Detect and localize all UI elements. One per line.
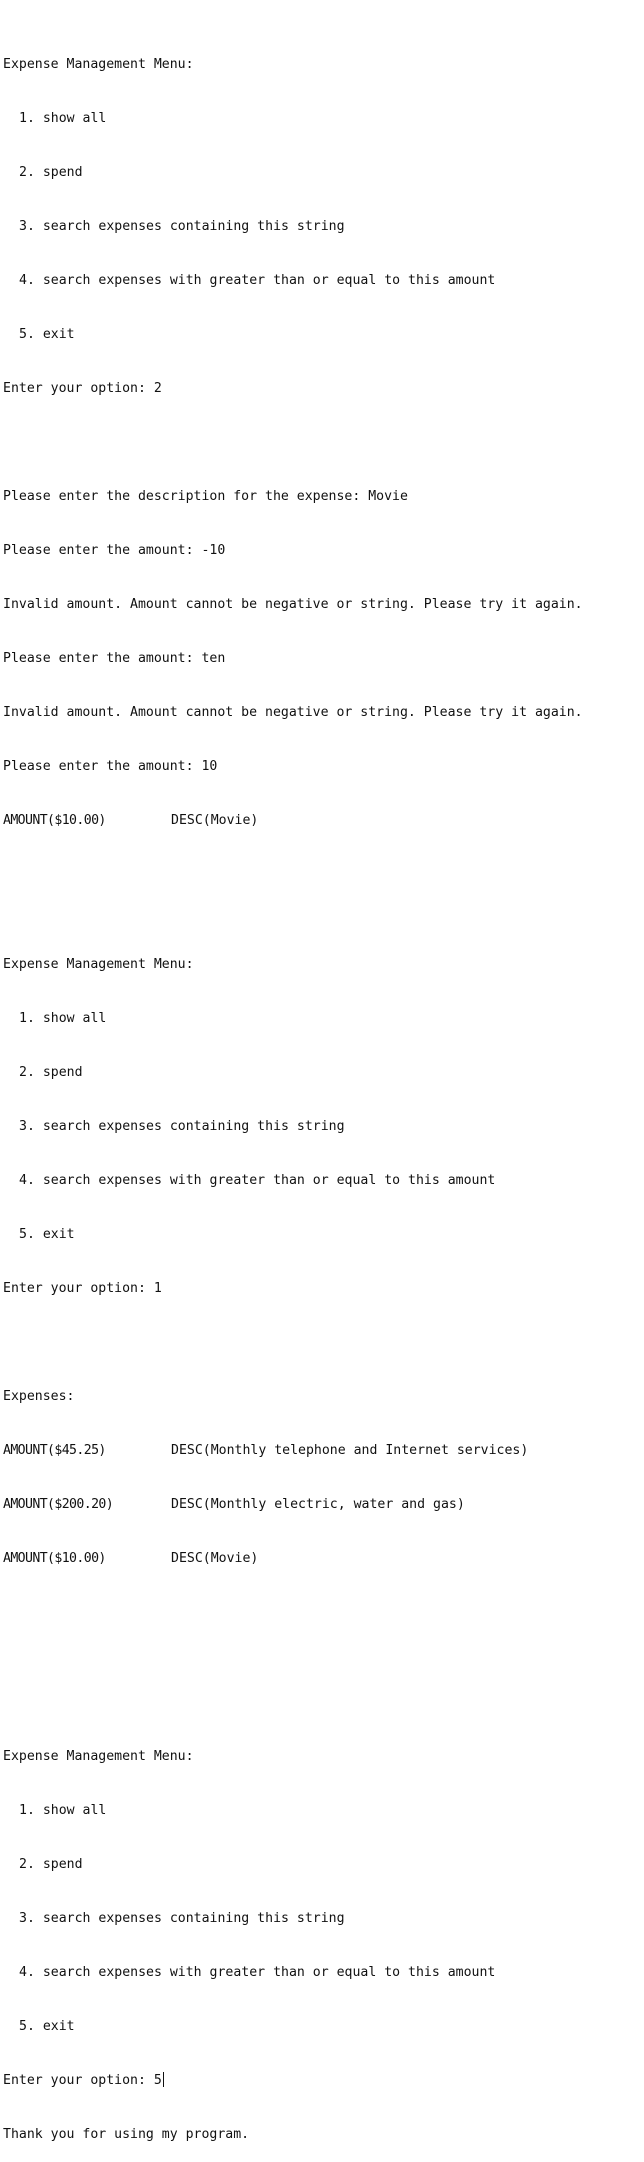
menu-item-spend: 2. spend — [19, 165, 83, 180]
blank-line — [3, 1604, 644, 1622]
expense-amount: AMOUNT($45.25) — [3, 1443, 106, 1458]
option-value: 5 — [153, 2073, 162, 2088]
amount-prompt: Please enter the amount: -10 — [3, 543, 226, 558]
menu-item-search-amount: 4. search expenses with greater than or equal to this amount — [19, 273, 496, 288]
option-value: 1 — [153, 1281, 162, 1296]
blank-line — [3, 434, 644, 452]
expense-amount: AMOUNT($10.00) — [3, 1551, 106, 1566]
expense-row — [3, 1496, 644, 1514]
expense-row — [3, 1550, 644, 1568]
menu-item-spend: 2. spend — [19, 1065, 83, 1080]
expense-result — [3, 812, 644, 830]
menu-item-show-all: 1. show all — [19, 111, 107, 126]
expense-desc: DESC(Monthly telephone and Internet services) — [171, 1443, 529, 1458]
menu-item-search-string: 3. search expenses containing this string — [19, 1119, 345, 1134]
menu-item-show-all: 1. show all — [19, 1803, 107, 1818]
expense-amount: AMOUNT($200.20) — [3, 1497, 114, 1512]
expense-amount: AMOUNT($10.00) — [3, 813, 106, 828]
expense-desc: DESC(Movie) — [171, 813, 259, 828]
menu-title: Expense Management Menu: — [3, 957, 194, 972]
expenses-header: Expenses: — [3, 1389, 75, 1404]
amount-prompt: Please enter the amount: ten — [3, 651, 226, 666]
menu-item-search-string: 3. search expenses containing this string — [19, 1911, 345, 1926]
menu-title: Expense Management Menu: — [3, 57, 194, 72]
menu-title: Expense Management Menu: — [3, 1749, 194, 1764]
menu-item-search-amount: 4. search expenses with greater than or equal to this amount — [19, 1965, 496, 1980]
console-output — [3, 2, 644, 2162]
option-prompt: Enter your option: 2 — [3, 381, 162, 396]
menu-item-exit: 5. exit — [19, 2019, 75, 2034]
option-prompt: Enter your option: 1 — [3, 1281, 162, 1296]
expense-desc: DESC(Monthly electric, water and gas) — [171, 1497, 465, 1512]
text-caret — [163, 2072, 164, 2087]
invalid-amount-message: Invalid amount. Amount cannot be negative or string. Please try it again. — [3, 705, 583, 720]
menu-item-spend: 2. spend — [19, 1857, 83, 1872]
menu-item-exit: 5. exit — [19, 1227, 75, 1242]
blank-line — [3, 1334, 644, 1352]
amount-prompt: Please enter the amount: 10 — [3, 759, 218, 774]
option-prompt[interactable]: Enter your option: 5 — [3, 2073, 162, 2088]
menu-item-show-all: 1. show all — [19, 1011, 107, 1026]
expense-desc: DESC(Movie) — [171, 1551, 259, 1566]
menu-item-search-amount: 4. search expenses with greater than or equal to this amount — [19, 1173, 496, 1188]
goodbye-message: Thank you for using my program. — [3, 2127, 250, 2142]
description-prompt: Please enter the description for the expense: Movie — [3, 489, 408, 504]
blank-line — [3, 866, 644, 884]
expense-row — [3, 1442, 644, 1460]
invalid-amount-message: Invalid amount. Amount cannot be negative or string. Please try it again. — [3, 597, 583, 612]
menu-item-search-string: 3. search expenses containing this string — [19, 219, 345, 234]
blank-line — [3, 1658, 644, 1676]
menu-item-exit: 5. exit — [19, 327, 75, 342]
option-value: 2 — [153, 381, 162, 396]
